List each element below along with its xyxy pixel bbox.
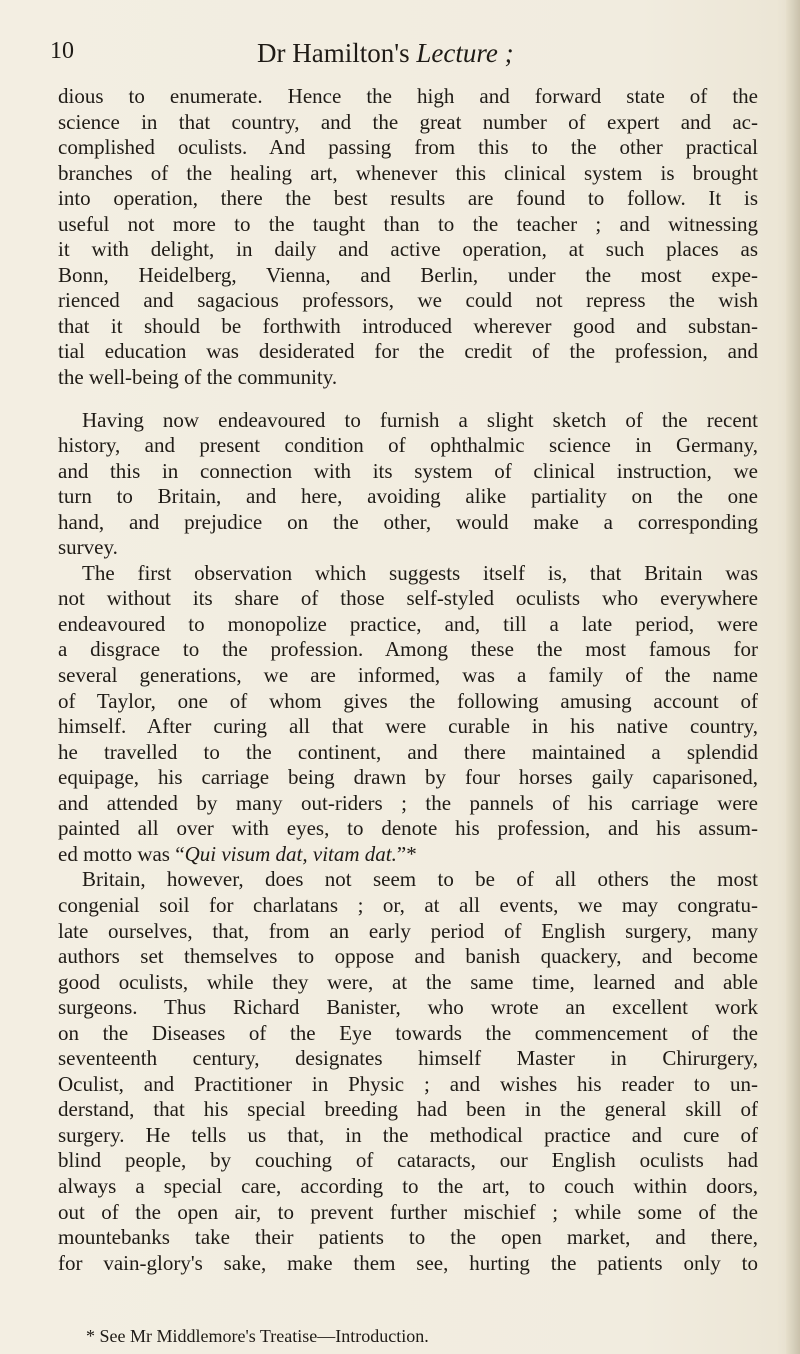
running-head [257,38,514,69]
text-line: The first observation which suggests itself is, that Britain was [82,560,758,585]
text-line: several generations, we are informed, was a family of the name [58,663,758,688]
text-line: on the Diseases of the Eye towards the commencement of the [58,1020,758,1045]
running-head-author: Dr Hamilton's [257,38,410,68]
text-line: Oculist, and Practitioner in Physic ; and wishes his reader to un- [58,1071,758,1096]
text-line: branches of the healing art, whenever this clinical system is brought [58,160,758,185]
text-line: and attended by many out-riders ; the pannels of his carriage were [58,790,758,815]
text-line: Bonn, Heidelberg, Vienna, and Berlin, under the most expe- [58,262,758,287]
motto-close: ”* [396,841,417,866]
text-line: survey. [58,535,118,560]
text-line: out of the open air, to prevent further mischief ; while some of the [58,1199,758,1224]
text-line: endeavoured to monopolize practice, and, till a late period, were [58,611,758,636]
text-line: science in that country, and the great number of expert and ac- [58,109,758,134]
running-head-title: Lecture ; [416,38,514,68]
page-edge [786,0,800,1354]
text-line: authors set themselves to oppose and banish quackery, and become [58,944,758,969]
page-header [0,38,800,78]
text-line: of Taylor, one of whom gives the following amusing account of [58,688,758,713]
footnote: * See Mr Middlemore's Treatise—Introduction. [86,1326,429,1346]
text-line: he travelled to the continent, and there maintained a splendid [58,739,758,764]
text-line: late ourselves, that, from an early period of English surgery, many [58,918,758,943]
text-line: derstand, that his special breeding had been in the general skill of [58,1097,758,1122]
text-line: seventeenth century, designates himself Master in Chirurgery, [58,1046,758,1071]
text-line: congenial soil for charlatans ; or, at all events, we may congratu- [58,892,758,917]
text-line: the well-being of the community. [58,365,338,390]
text-line: turn to Britain, and here, avoiding alike partiality on the one [58,484,758,509]
text-line: it with delight, in daily and active operation, at such places as [58,237,758,262]
text-line [58,842,758,868]
text-line: useful not more to the taught than to the teacher ; and witnessing [58,211,758,236]
text-line: Britain, however, does not seem to be of all others the most [82,867,758,892]
text-line: surgery. He tells us that, in the methodical practice and cure of [58,1122,758,1147]
text-line: himself. After curing all that were curable in his native country, [58,714,758,739]
text-line: tial education was desiderated for the credit of the profession, and [58,339,758,364]
text-line: for vain-glory's sake, make them see, hurting the patients only to [58,1250,758,1275]
motto-intro: ed motto was “ [58,841,185,866]
text-line: into operation, there the best results are found to follow. It is [58,186,758,211]
text-line: always a special care, according to the art, to couch within doors, [58,1173,758,1198]
body-text [58,84,758,1276]
text-line: not without its share of those self-styled oculists who everywhere [58,586,758,611]
text-line: rienced and sagacious professors, we could not repress the wish [58,288,758,313]
text-line: good oculists, while they were, at the same time, learned and able [58,969,758,994]
text-line: dious to enumerate. Hence the high and forward state of the [58,84,758,108]
text-line: equipage, his carriage being drawn by four horses gaily caparisoned, [58,765,758,790]
text-line: painted all over with eyes, to denote his profession, and his assum- [58,816,758,841]
text-line: complished oculists. And passing from this to the other practical [58,135,758,160]
text-line: and this in connection with its system of clinical instruction, we [58,458,758,483]
text-line: hand, and prejudice on the other, would make a corresponding [58,509,758,534]
text-line: blind people, by couching of cataracts, our English oculists had [58,1148,758,1173]
paragraph-gap [58,391,758,408]
motto-latin: Qui visum dat, vitam dat. [184,841,397,866]
text-line: history, and present condition of ophthalmic science in Germany, [58,433,758,458]
page-number: 10 [50,38,74,64]
text-line: Having now endeavoured to furnish a slight sketch of the recent [82,407,758,432]
text-line: a disgrace to the profession. Among these the most famous for [58,637,758,662]
text-line: surgeons. Thus Richard Banister, who wrote an excellent work [58,995,758,1020]
text-line: mountebanks take their patients to the open market, and there, [58,1225,758,1250]
text-line: that it should be forthwith introduced wherever good and substan- [58,313,758,338]
